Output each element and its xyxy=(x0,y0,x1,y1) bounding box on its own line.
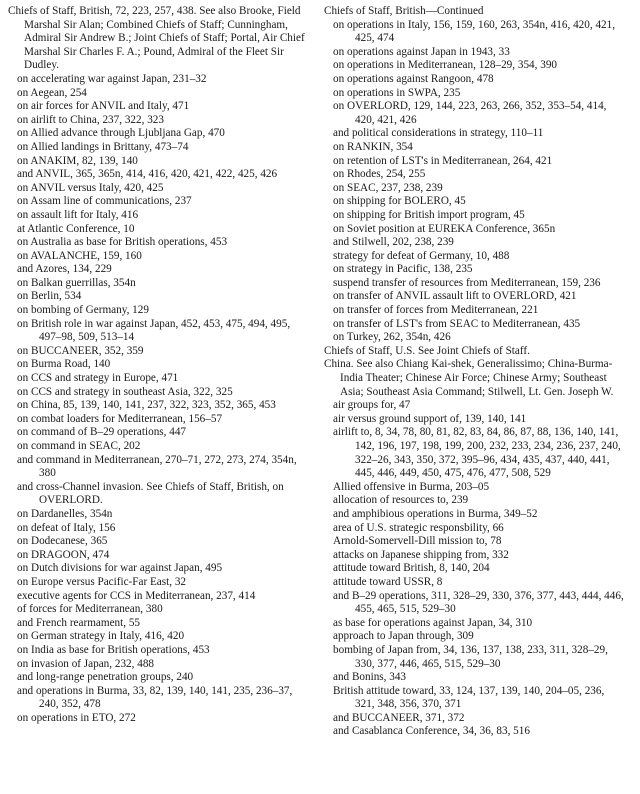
index-subentry: attacks on Japanese shipping from, 332 xyxy=(333,548,509,561)
index-subentry: allocation of resources to, 239 xyxy=(333,494,469,507)
index-subentry: on invasion of Japan, 232, 488 xyxy=(17,657,155,670)
index-subentry: and French rearmament, 55 xyxy=(17,616,141,629)
index-subentry: on Rhodes, 254, 255 xyxy=(333,168,426,181)
index-subentry: on British role in war against Japan, 452, 453, 475, 494, 495, 497–98, 509, 513–14 xyxy=(17,317,291,344)
index-subentry: approach to Japan through, 309 xyxy=(333,630,474,643)
index-subentry: on combat loaders for Mediterranean, 156–57 xyxy=(17,412,223,425)
index-subentry: on operations in Italy, 156, 159, 160, 263, 354n, 416, 420, 421, 425, 474 xyxy=(333,18,616,45)
index-subentry: Allied offensive in Burma, 203–05 xyxy=(333,480,490,493)
index-subentry: on CCS and strategy in Europe, 471 xyxy=(17,372,179,385)
index-column-right xyxy=(324,5,626,739)
index-subentry: on Berlin, 534 xyxy=(17,290,82,303)
index-subentry: and cross-Channel invasion. See Chiefs of Staff, British, on OVERLORD. xyxy=(17,480,284,507)
index-subentry: on ANVIL versus Italy, 420, 425 xyxy=(17,181,164,194)
index-subentry: on accelerating war against Japan, 231–32 xyxy=(17,72,207,85)
index-subentry: on Dutch divisions for war against Japan, 495 xyxy=(17,562,223,575)
index-heading-entry: Chiefs of Staff, U.S. See Joint Chiefs of Staff. xyxy=(324,344,530,357)
index-heading-entry: China. See also Chiang Kai-shek, Generalissimo; China-Burma-India Theater; Chinese Air Force; Chinese Army; Southeast Asia; Southeast Asia Command; Stilwell, Lt. Gen. Joseph W. xyxy=(324,358,614,398)
index-subentry: on Balkan guerrillas, 354n xyxy=(17,276,136,289)
index-subentry: on transfer of LST's from SEAC to Mediterranean, 435 xyxy=(333,317,581,330)
index-subentry: on shipping for BOLERO, 45 xyxy=(333,195,466,208)
index-subentry: on China, 85, 139, 140, 141, 237, 322, 323, 352, 365, 453 xyxy=(17,399,276,412)
index-subentry: on command of B–29 operations, 447 xyxy=(17,426,187,439)
index-subentry: on Dardanelles, 354n xyxy=(17,507,113,520)
index-subentry: on BUCCANEER, 352, 359 xyxy=(17,344,144,357)
index-subentry: attitude toward USSR, 8 xyxy=(333,575,443,588)
index-heading-entry: Chiefs of Staff, British—Continued xyxy=(324,5,484,17)
index-subentry: on India as base for British operations, 453 xyxy=(17,643,210,656)
index-subentry: on retention of LST's in Mediterranean, 264, 421 xyxy=(333,154,553,167)
index-subentry: of forces for Mediterranean, 380 xyxy=(17,603,163,616)
index-subentry: Arnold-Somervell-Dill mission to, 78 xyxy=(333,535,502,548)
index-subentry: area of U.S. strategic responsbility, 66 xyxy=(333,521,504,534)
index-subentry: on shipping for British import program, 45 xyxy=(333,208,525,221)
index-subentry: on Allied advance through Ljubljana Gap, 470 xyxy=(17,127,225,140)
index-subentry: and BUCCANEER, 371, 372 xyxy=(333,711,465,724)
index-subentry: on Burma Road, 140 xyxy=(17,358,111,371)
index-subentry: and Azores, 134, 229 xyxy=(17,263,112,276)
index-subentry: as base for operations against Japan, 34, 310 xyxy=(333,616,533,629)
index-subentry: on transfer of forces from Mediterranean, 221 xyxy=(333,304,539,317)
index-subentry: on AVALANCHE, 159, 160 xyxy=(17,249,142,262)
index-subentry: on operations in Mediterranean, 128–29, 354, 390 xyxy=(333,59,558,72)
index-subentry: on operations in SWPA, 235 xyxy=(333,86,461,99)
index-subentry: and long-range penetration groups, 240 xyxy=(17,671,194,684)
index-subentry: on Europe versus Pacific-Far East, 32 xyxy=(17,575,187,588)
index-column-left xyxy=(8,5,310,739)
index-subentry: on command in SEAC, 202 xyxy=(17,440,141,452)
index-subentry: on transfer of ANVIL assault lift to OVERLORD, 421 xyxy=(333,290,577,303)
index-subentry: on Dodecanese, 365 xyxy=(17,535,108,548)
index-subentry: on CCS and strategy in southeast Asia, 322, 325 xyxy=(17,385,233,398)
index-subentry: and political considerations in strategy, 110–11 xyxy=(333,127,544,140)
index-subentry: suspend transfer of resources from Mediterranean, 159, 236 xyxy=(333,276,601,289)
index-subentry: air versus ground support of, 139, 140, 141 xyxy=(333,412,527,425)
index-subentry: and command in Mediterranean, 270–71, 272, 273, 274, 354n, 380 xyxy=(17,453,297,480)
index-subentry: on bombing of Germany, 129 xyxy=(17,304,149,317)
index-columns xyxy=(8,5,634,739)
index-subentry: on operations against Rangoon, 478 xyxy=(333,72,494,85)
index-subentry: on Aegean, 254 xyxy=(17,86,87,99)
index-subentry: British attitude toward, 33, 124, 137, 139, 140, 204–05, 236, 321, 348, 356, 370, 371 xyxy=(333,684,605,711)
index-subentry: on defeat of Italy, 156 xyxy=(17,521,116,534)
index-subentry: and ANVIL, 365, 365n, 414, 416, 420, 421, 422, 425, 426 xyxy=(17,168,278,181)
index-subentry: on operations in ETO, 272 xyxy=(17,711,136,724)
index-subentry: attitude toward British, 8, 140, 204 xyxy=(333,562,490,575)
index-subentry: on RANKIN, 354 xyxy=(333,140,413,153)
index-subentry: and operations in Burma, 33, 82, 139, 140, 141, 235, 236–37, 240, 352, 478 xyxy=(17,684,293,711)
index-subentry: bombing of Japan from, 34, 136, 137, 138, 233, 311, 328–29, 330, 377, 446, 465, 515, 529–30 xyxy=(333,643,608,670)
index-subentry: on Turkey, 262, 354n, 426 xyxy=(333,331,451,344)
index-subentry: and Stilwell, 202, 238, 239 xyxy=(333,236,454,249)
index-subentry: on SEAC, 237, 238, 239 xyxy=(333,181,443,194)
index-subentry: on Australia as base for British operations, 453 xyxy=(17,236,228,249)
index-subentry: on air forces for ANVIL and Italy, 471 xyxy=(17,100,190,113)
index-subentry: and amphibious operations in Burma, 349–52 xyxy=(333,507,538,520)
index-subentry: and B–29 operations, 311, 328–29, 330, 376, 377, 443, 444, 446, 455, 465, 515, 529–30 xyxy=(333,589,624,616)
index-subentry: and Casablanca Conference, 34, 36, 83, 516 xyxy=(333,725,530,738)
index-subentry: airlift to, 8, 34, 78, 80, 81, 82, 83, 84, 86, 87, 88, 136, 140, 141, 142, 196, 197, 198, 199, 200, 232, 233, 234, 236, 237, 240, 322–26, 343, 350, 372, 395–96, 434, 435, 437, 440, 441, 445, 446, 449, 450, 475, 476, 477, 508, 529 xyxy=(333,426,621,480)
index-subentry: strategy for defeat of Germany, 10, 488 xyxy=(333,249,510,262)
index-subentry: on DRAGOON, 474 xyxy=(17,548,110,561)
index-subentry: air groups for, 47 xyxy=(333,399,411,412)
index-subentry: on Assam line of communications, 237 xyxy=(17,195,192,208)
index-subentry: on Allied landings in Brittany, 473–74 xyxy=(17,140,189,153)
index-subentry: on German strategy in Italy, 416, 420 xyxy=(17,630,185,643)
index-subentry: at Atlantic Conference, 10 xyxy=(17,222,135,235)
index-subentry: on Soviet position at EUREKA Conference, 365n xyxy=(333,222,556,235)
index-subentry: on assault lift for Italy, 416 xyxy=(17,208,139,221)
index-subentry: on strategy in Pacific, 138, 235 xyxy=(333,263,473,276)
index-subentry: and Bonins, 343 xyxy=(333,671,407,684)
index-subentry: on operations against Japan in 1943, 33 xyxy=(333,45,510,58)
index-heading-entry: Chiefs of Staff, British, 72, 223, 257, 438. See also Brooke, Field Marshal Sir Alan; Combined Chiefs of Staff; Cunningham, Admiral Sir Andrew B.; Joint Chiefs of Staff; Portal, Air Chief Marshal Sir Charles F. A.; Pound, Admiral of the Fleet Sir Dudley. xyxy=(8,5,305,72)
index-subentry: on OVERLORD, 129, 144, 223, 263, 266, 352, 353–54, 414, 420, 421, 426 xyxy=(333,100,607,126)
index-subentry: on ANAKIM, 82, 139, 140 xyxy=(17,154,138,167)
index-subentry: executive agents for CCS in Mediterranean, 237, 414 xyxy=(17,589,256,602)
index-subentry: on airlift to China, 237, 322, 323 xyxy=(17,113,164,126)
